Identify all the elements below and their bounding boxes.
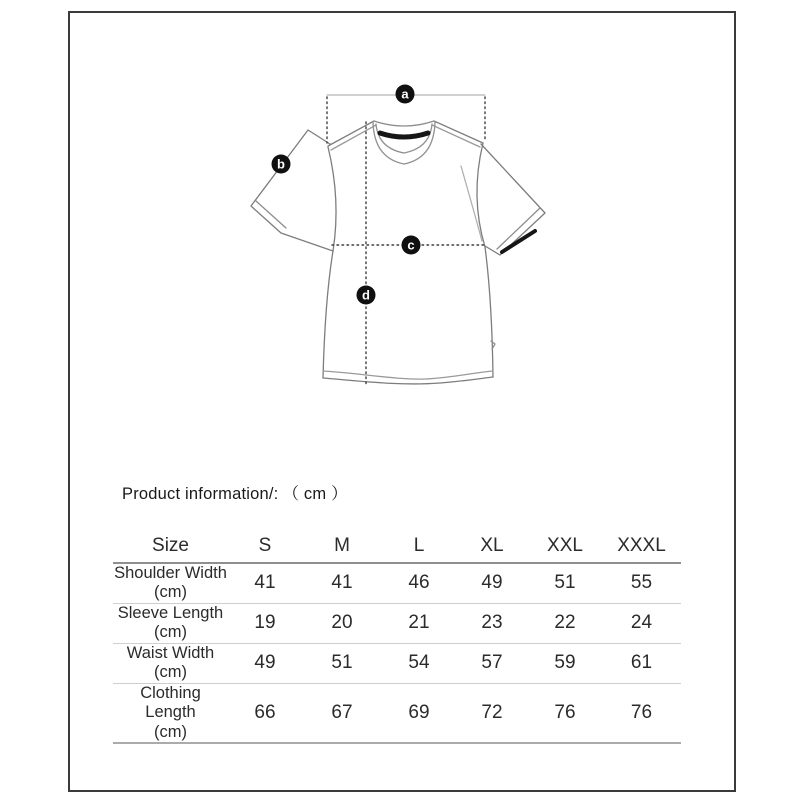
row-unit: (cm) <box>154 623 187 642</box>
size-value-cell: 67 <box>331 702 353 724</box>
badge-b-letter: b <box>277 156 285 172</box>
measure-badges <box>272 85 421 305</box>
size-value-cell: 61 <box>630 652 653 674</box>
product-info-unit: （ cm ） <box>282 485 348 503</box>
right-armhole-curve <box>477 143 485 247</box>
row-label: Sleeve Length <box>117 603 224 622</box>
size-value-cell: 46 <box>408 572 430 594</box>
size-value-cell: 57 <box>481 652 503 674</box>
size-column-header: M <box>334 534 350 556</box>
size-value-cell: 59 <box>554 652 576 674</box>
size-value-cell: 51 <box>331 652 353 674</box>
size-value-cell: 76 <box>554 702 576 724</box>
table-row <box>113 563 681 603</box>
badge-a-letter: a <box>401 86 409 102</box>
badge-d-letter: d <box>362 287 370 303</box>
row-unit: (cm) <box>154 663 187 682</box>
badge-c-letter: c <box>407 237 415 253</box>
row-unit: (cm) <box>154 583 187 602</box>
collar-top-edge <box>374 121 434 126</box>
table-row <box>113 683 681 743</box>
row-label-cell <box>113 683 228 743</box>
size-value-cell: 49 <box>254 652 276 674</box>
row-unit: (cm) <box>154 722 187 741</box>
row-label-cell <box>113 643 228 683</box>
product-info-label: Product information/: <box>122 485 279 503</box>
collar-band <box>380 133 428 137</box>
size-value-cell: 51 <box>554 572 576 594</box>
size-value-cell: 69 <box>408 702 430 724</box>
row-label-cell <box>113 603 228 643</box>
size-value-cell: 20 <box>331 612 353 634</box>
right-chest-fold <box>461 166 482 241</box>
table-row <box>113 603 681 643</box>
size-column-header: XXL <box>547 534 583 556</box>
left-shoulder-seam <box>328 121 374 146</box>
size-value-cell: 21 <box>408 612 430 634</box>
size-column-header: XXXL <box>617 534 666 556</box>
size-value-cell: 76 <box>630 702 653 724</box>
size-value-cell: 72 <box>481 702 503 724</box>
right-shoulder-seam-inner <box>432 125 480 147</box>
right-sleeve-outline <box>481 144 545 255</box>
size-column-header: XL <box>480 534 504 556</box>
row-label: Clothing Length <box>140 683 201 722</box>
right-shoulder-seam <box>434 121 483 143</box>
size-column-header: L <box>413 534 425 556</box>
hem-bottom-edge <box>323 377 493 384</box>
right-side-seam <box>485 247 493 377</box>
size-table-header-row <box>113 529 681 563</box>
size-value-cell: 66 <box>254 702 276 724</box>
side-tag-mark <box>491 341 495 349</box>
table-row <box>113 643 681 683</box>
row-label-cell <box>113 563 228 603</box>
size-value-cell: 24 <box>630 612 653 634</box>
size-value-cell: 19 <box>254 612 276 634</box>
size-value-cell: 22 <box>554 612 576 634</box>
hem-seam <box>323 371 493 379</box>
right-cuff-trim <box>502 231 535 252</box>
size-table <box>113 529 681 744</box>
size-value-cell: 54 <box>408 652 430 674</box>
size-value-cell: 49 <box>481 572 503 594</box>
collar-outer-curve <box>373 122 435 164</box>
size-column-header: Size <box>152 534 189 556</box>
row-label: Shoulder Width <box>114 564 227 582</box>
size-value-cell: 23 <box>481 612 503 634</box>
size-value-cell: 41 <box>331 572 353 594</box>
left-sleeve-outline <box>251 130 333 251</box>
product-info-heading <box>122 480 348 504</box>
left-side-seam <box>323 251 333 378</box>
left-shoulder-seam-inner <box>331 125 376 150</box>
row-label: Waist Width <box>126 643 215 662</box>
left-armhole-curve <box>328 147 336 251</box>
size-column-header: S <box>258 534 272 556</box>
size-value-cell: 55 <box>630 572 653 594</box>
size-value-cell: 41 <box>254 572 276 594</box>
